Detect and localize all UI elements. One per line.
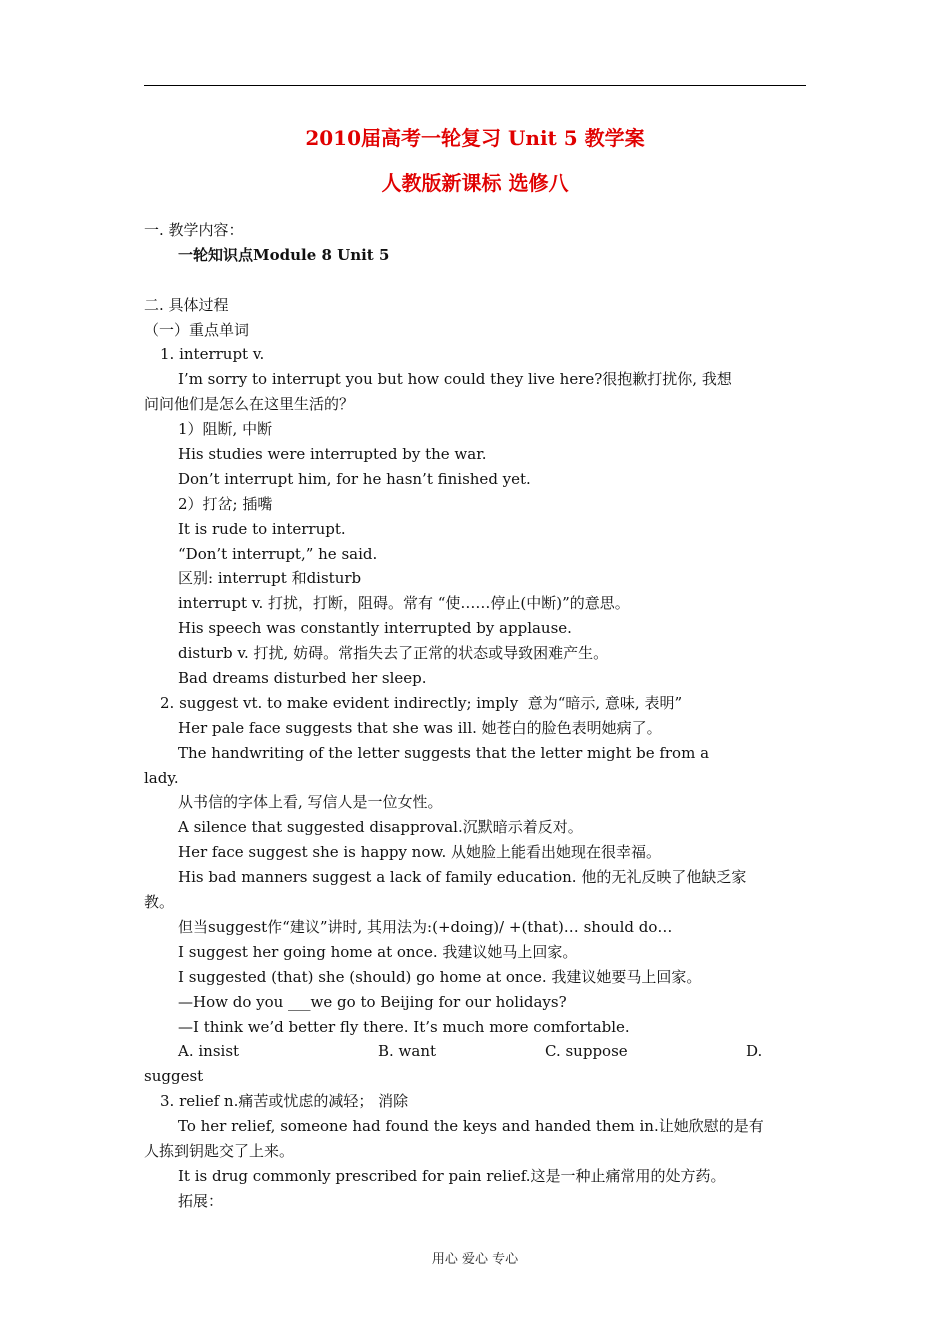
- example-sentence: Her face suggest she is happy now. 从她脸上能看出她现在很幸福。: [178, 843, 661, 862]
- translation: 从书信的字体上看, 写信人是一位女性。: [178, 793, 443, 812]
- example-sentence-cont: 教。: [144, 893, 175, 912]
- option-a: A. insist: [178, 1042, 240, 1061]
- example-sentence: It is rude to interrupt.: [178, 519, 346, 538]
- example-sentence: His speech was constantly interrupted by applause.: [178, 619, 572, 638]
- quiz-question: —How do you ___we go to Beijing for our holidays?: [178, 992, 567, 1011]
- option-c: C. suppose: [545, 1042, 628, 1061]
- meaning: 1）阻断, 中断: [178, 420, 273, 439]
- word-heading-suggest: 2. suggest vt. to make evident indirectly; imply 意为“暗示, 意味, 表明”: [160, 693, 683, 712]
- option-b: B. want: [378, 1042, 437, 1061]
- usage-note: 但当suggest作“建议”讲时, 其用法为:(+doing)/ +(that)… should do…: [178, 917, 673, 936]
- example-sentence: Don’t interrupt him, for he hasn’t finished yet.: [178, 469, 531, 488]
- section-heading: 二. 具体过程: [144, 295, 229, 314]
- paragraph: [144, 243, 806, 268]
- comparison-item: interrupt v. 打扰，打断，阻碍。常有 “使……停止(中断)”的意思。: [178, 594, 630, 613]
- comparison-item: disturb v. 打扰, 妨碍。常指失去了正常的状态或导致困难产生。: [178, 644, 609, 663]
- example-sentence: I’m sorry to interrupt you but how could they live here?很抱歉打扰你, 我想: [178, 370, 732, 389]
- example-sentence: It is drug commonly prescribed for pain relief.这是一种止痛常用的处方药。: [178, 1166, 726, 1185]
- example-sentence-cont: 人拣到钥匙交了上来。: [144, 1141, 295, 1160]
- word-heading-relief: 3. relief n.痛苦或忧虑的减轻； 消除: [160, 1092, 409, 1111]
- example-sentence: The handwriting of the letter suggests that the letter might be from a: [178, 743, 710, 762]
- extension-label: 拓展：: [178, 1191, 224, 1210]
- subsection-heading: （一）重点单词: [144, 320, 250, 339]
- page-footer: 用心 爱心 专心: [431, 1252, 519, 1267]
- header-rule: [144, 85, 806, 86]
- meaning: 2）打岔; 插嘴: [178, 494, 273, 513]
- example-sentence: His studies were interrupted by the war.: [178, 445, 487, 464]
- document-title: 2010届高考一轮复习 Unit 5 教学案: [305, 126, 645, 150]
- example-sentence-cont: lady.: [144, 768, 179, 787]
- document-subtitle: 人教版新课标 选修八: [381, 171, 569, 195]
- example-sentence: I suggested (that) she (should) go home at once. 我建议她要马上回家。: [178, 967, 702, 986]
- example-sentence: Her pale face suggests that she was ill. 她苍白的脸色表明她病了。: [178, 718, 662, 737]
- document-body: [144, 218, 806, 1214]
- section-heading: 一. 教学内容：: [144, 221, 244, 239]
- example-sentence: “Don’t interrupt,” he said.: [178, 544, 378, 563]
- example-sentence: His bad manners suggest a lack of family education. 他的无礼反映了他缺乏家: [178, 868, 747, 887]
- option-d-cont: suggest: [144, 1067, 204, 1086]
- quiz-answer: —I think we’d better fly there. It’s much more comfortable.: [178, 1017, 630, 1036]
- quiz-options: [144, 1039, 806, 1064]
- spacer: [144, 268, 806, 293]
- example-sentence-cont: 问问他们是怎么在这里生活的？: [144, 395, 355, 414]
- word-heading-interrupt: 1. interrupt v.: [160, 345, 265, 364]
- example-sentence: A silence that suggested disapproval.沉默暗示着反对。: [178, 818, 583, 837]
- example-sentence: Bad dreams disturbed her sleep.: [178, 669, 427, 688]
- comparison-heading: 区别: interrupt 和disturb: [178, 569, 362, 588]
- example-sentence: To her relief, someone had found the keys and handed them in.让她欣慰的是有: [178, 1117, 764, 1136]
- teaching-content: 一轮知识点Module 8 Unit 5: [178, 245, 390, 264]
- option-d: D.: [746, 1042, 763, 1061]
- example-sentence: I suggest her going home at once. 我建议她马上回家。: [178, 942, 578, 961]
